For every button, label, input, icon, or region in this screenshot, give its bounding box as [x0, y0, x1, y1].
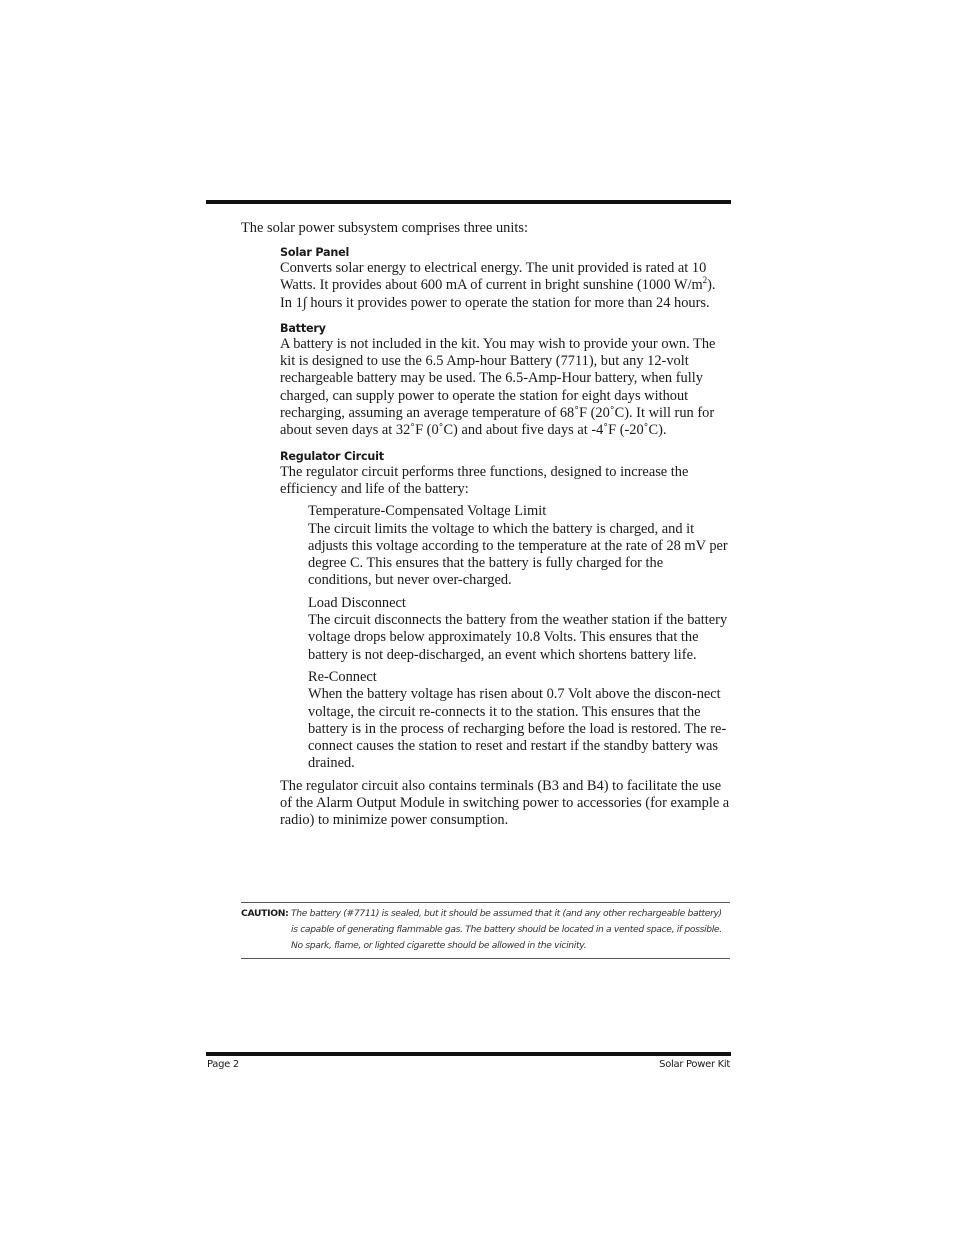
- function-title: Temperature-Compensated Voltage Limit: [308, 503, 547, 520]
- page-number: Page 2: [207, 1059, 239, 1070]
- regulator-section: [280, 450, 730, 830]
- caution-box: [241, 902, 730, 959]
- caution-text: The battery (#7711) is sealed, but it should be assumed that it (and any other rechargeable battery) is capable of generating flammable gas. The battery should be located in a vented space, if possible. No spark, flame, or lighted cigarette should be allowed in the vicinity.: [291, 908, 722, 951]
- function-text: The circuit limits the voltage to which the battery is charged, and it adjusts this voltage according to the temperature at the rate of 28 mV per degree C. This ensures that the battery is fully charged for the conditions, but never over-charged.: [308, 520, 728, 589]
- solar-panel-text: [280, 260, 730, 312]
- function-voltage-limit: [308, 503, 730, 589]
- function-text: When the battery voltage has risen about 0.7 Volt above the discon-nect voltage, the circuit re-connects it to the station. This ensures that the battery is in the process of recharging before the load is restored. The re-connect causes the station to reset and restart if the standby battery was drained.: [308, 686, 727, 772]
- caution-label: CAUTION:: [241, 908, 289, 919]
- main-content: [280, 246, 730, 830]
- solar-panel-text-b: ). In 1∫ hours it provides power to operate the station for more than 24 hours.: [280, 277, 716, 311]
- superscript: 2: [702, 275, 708, 286]
- battery-section: [280, 322, 730, 440]
- function-title: Load Disconnect: [308, 594, 406, 611]
- solar-panel-heading: Solar Panel: [280, 246, 350, 259]
- regulator-closing: The regulator circuit also contains terminals (B3 and B4) to facilitate the use of the Alarm Output Module in switching power to accessories (for example a radio) to minimize power consumption.: [280, 777, 730, 829]
- regulator-heading: Regulator Circuit: [280, 449, 384, 463]
- intro-text: The solar power subsystem comprises three units:: [241, 220, 528, 236]
- document-title: Solar Power Kit: [659, 1059, 730, 1070]
- battery-text: A battery is not included in the kit. You may wish to provide your own. The kit is designed to use the 6.5 Amp-hour Battery (7711), but any 12-volt rechargeable battery may be used. The 6.5-Amp-Hour battery, when fully charged, can supply power to operate the station for eight days without recharging, assuming an average temperature of 68˚F (20˚C). It will run for about seven days at 32˚F (0˚C) and about five days at -4˚F (-20˚C).: [280, 335, 716, 439]
- solar-panel-text-a: Converts solar energy to electrical energy. The unit provided is rated at 10 Watts. It provides about 600 mA of current in bright sunshine (1000 W/m: [280, 260, 707, 294]
- battery-heading: Battery: [280, 321, 326, 335]
- header-rule: [206, 200, 731, 204]
- footer-rule: [206, 1052, 731, 1056]
- function-title: Re-Connect: [308, 668, 377, 685]
- function-reconnect: [308, 669, 730, 773]
- function-text: The circuit disconnects the battery from the weather station if the battery voltage drops below approximately 10.8 Volts. This ensures that the battery is not deep-discharged, an event which shortens battery life.: [308, 612, 728, 663]
- solar-panel-section: [280, 246, 730, 312]
- function-load-disconnect: [308, 595, 730, 664]
- regulator-intro: The regulator circuit performs three functions, designed to increase the efficiency and life of the battery:: [280, 463, 689, 497]
